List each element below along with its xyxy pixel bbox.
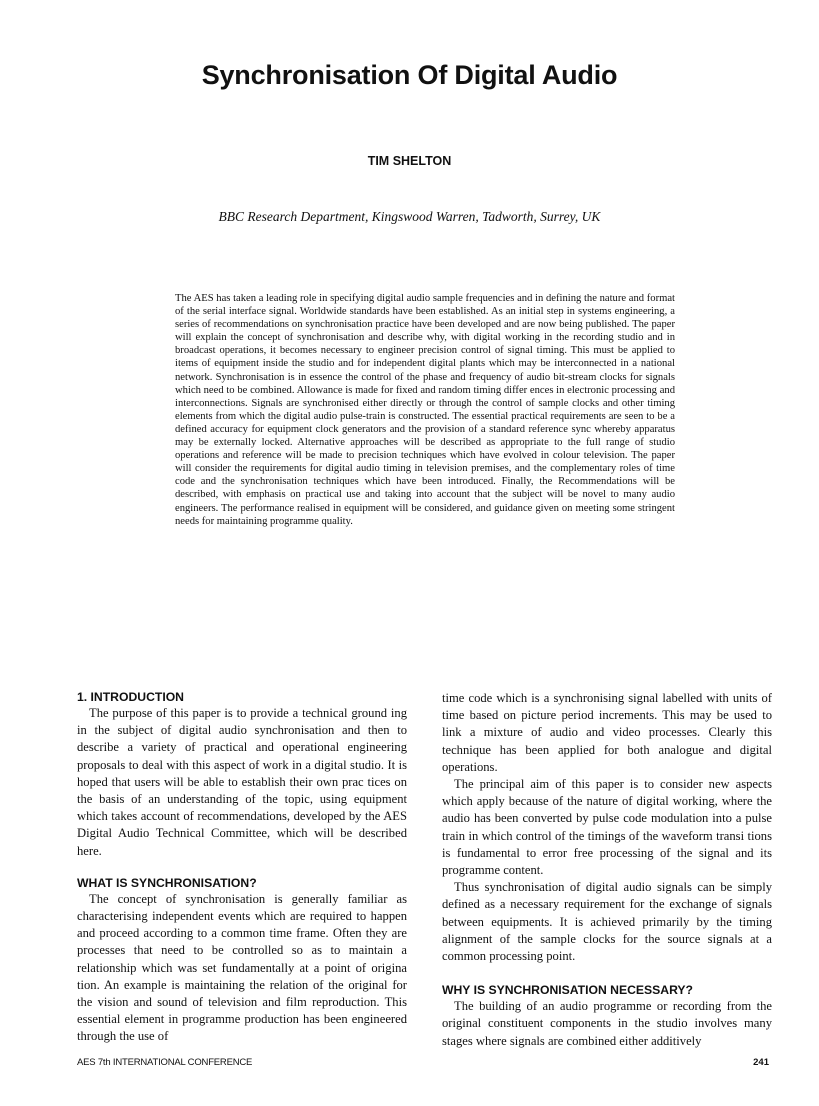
abstract: The AES has taken a leading role in specifying digital audio sample frequencies and in defining the nature and format of the serial interface signal. Worldwide standards have been established. As an initial step in systems engineering, a series of recommendations on synchronisation practice have been developed and are now being published. The paper will explain the concept of synchronisation and describe why, with digital working in the recording studio and in broadcast operations, it becomes necessary to engineer precision control of signal timing. This must be applied to items of equipment inside the studio and for independent digital plants which may be interconnected in a national network. Synchronisation is in essence the control of the phase and frequency of audio bit-stream clocks for signals which need to be combined. Allowance is made for fixed and random timing differ ences in electronic processing and interconnections. Signals are synchronised either directly or through the control of sample clocks and other timing elements from which the digital audio pulse-train is constructed. The essential practical requirements are seen to be a defined accuracy for equipment clock generators and the provision of a standard reference sync whereby apparatus may be externally locked. Alternative approaches will be described as appropriate to the full range of studio operations and reference will be made to precision techniques which have evolved in colour television. The paper will consider the requirements for digital audio timing in television premises, and the complementary roles of time code and the synchronisation techniques which have been introduced. Finally, the Recommendations will be described, with emphasis on practical use and taking into account that the subject will be novel to many audio engineers. The performance realised in equipment will be considered, and guidance given on meeting some stringent needs for maintaining programme quality. — [175, 293, 675, 527]
paragraph: The building of an audio programme or recording from the original constituent components in the studio involves many stages where signals are combined either additively — [442, 999, 772, 1048]
paragraph: The concept of synchronisation is generally familiar as characterising independent events which are required to happen and proceed according to a common time frame. Often they are processes that need to be controlled so as to maintain a relationship which was set fundamentally at a point of origina tion. An example is maintaining the relation of the original for the vision and sound of television and film reproduction. This essential element in programme production has been engineered through the use of — [77, 891, 407, 1044]
page-number: 241 — [753, 1057, 769, 1068]
paragraph: The purpose of this paper is to provide a technical ground ing in the subject of digital audio synchronisation and then to describe a variety of practical and operational engineering proposals to deal with this aspect of work in a digital studio. It is hoped that users will be able to establish their own prac tices on the basis of an understanding of the topic, using equipment which takes account of recommendations, developed by the AES Digital Audio Technical Committee, which will be described here. — [77, 706, 407, 858]
footer-conference: AES 7th INTERNATIONAL CONFERENCE — [77, 1057, 253, 1068]
author-affiliation: BBC Research Department, Kingswood Warren, Tadworth, Surrey, UK — [218, 209, 601, 224]
paragraph: The principal aim of this paper is to consider new aspects which apply because of the nature of digital working, where the audio has been converted by pulse code modulation into a pulse train in which control of the timings of the waveform transi tions is fundamental to error free processing of the signal and its programme content. — [442, 777, 772, 878]
paper-title: Synchronisation Of Digital Audio — [201, 60, 618, 90]
left-column — [77, 690, 407, 1046]
section-heading-why-necessary: WHY IS SYNCHRONISATION NECESSARY? — [442, 983, 693, 998]
author-name: TIM SHELTON — [367, 154, 452, 168]
paragraph: Thus synchronisation of digital audio signals can be simply defined as a necessary requirement for the exchange of signals between equipments. It is achieved primarily by the timing alignment of the sample clocks for the source signals at a common processing point. — [442, 880, 772, 964]
paragraph: time code which is a synchronising signal labelled with units of time based on picture period increments. This may be used to link a mixture of audio and video processes. Clearly this technique has been applied for both analogue and digital operations. — [442, 691, 772, 774]
right-column — [442, 690, 772, 1050]
section-heading-what-is-synchronisation: WHAT IS SYNCHRONISATION? — [77, 875, 257, 890]
section-heading-introduction: 1. INTRODUCTION — [77, 690, 184, 704]
